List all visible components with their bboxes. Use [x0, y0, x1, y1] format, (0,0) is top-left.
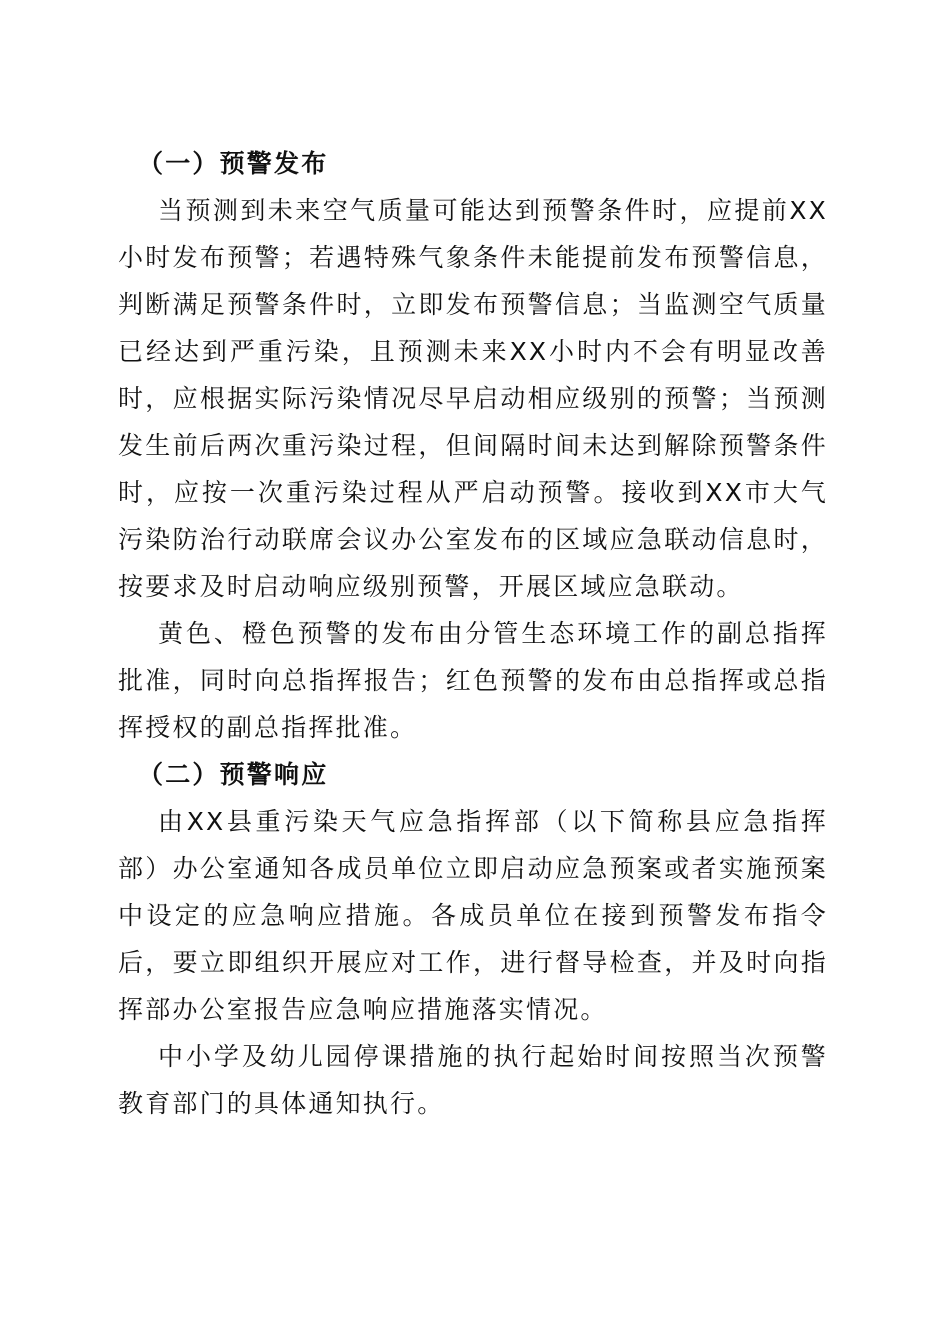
section-heading-warning-release: （一）预警发布: [138, 149, 329, 178]
section-heading-warning-response: （二）预警响应: [138, 760, 329, 789]
paragraph-warning-release-conditions: 当预测到未来空气质量可能达到预警条件时，应提前XX小时发布预警；若遇特殊气象条件未能提前发布预警信息，判断满足预警条件时，立即发布预警信息；当监测空气质量已经达到严重污染，且预测未来XX小时内不会有明显改善时，应根据实际污染情况尽早启动相应级别的预警；当预测发生前后两次重污染过程，但间隔时间未达到解除预警条件时，应按一次重污染过程从严启动预警。接收到XX市大气污染防治行动联席会议办公室发布的区域应急联动信息时，按要求及时启动响应级别预警，开展区域应急联动。: [118, 196, 828, 601]
document-body: [118, 140, 828, 1127]
paragraph-warning-approval: 黄色、橙色预警的发布由分管生态环境工作的副总指挥批准，同时向总指挥报告；红色预警的发布由总指挥或总指挥授权的副总指挥批准。: [118, 619, 828, 742]
paragraph-response-measures: 由XX县重污染天气应急指挥部（以下简称县应急指挥部）办公室通知各成员单位立即启动应急预案或者实施预案中设定的应急响应措施。各成员单位在接到预警发布指令后，要立即组织开展应对工作，进行督导检查，并及时向指挥部办公室报告应急响应措施落实情况。: [118, 807, 828, 1024]
paragraph-school-suspension: 中小学及幼儿园停课措施的执行起始时间按照当次预警教育部门的具体通知执行。: [118, 1042, 828, 1118]
